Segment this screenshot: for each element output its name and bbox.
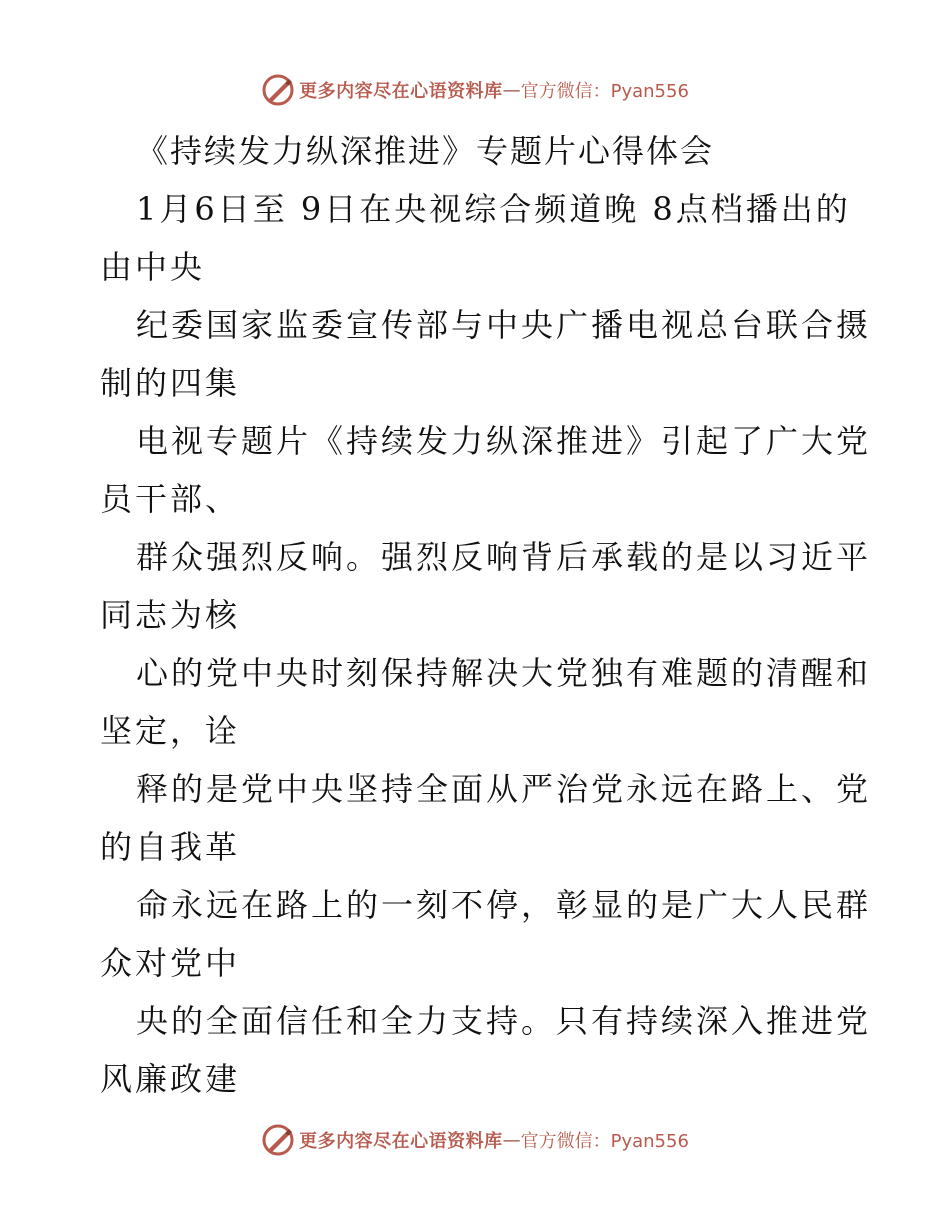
pen-logo-icon <box>261 1123 295 1157</box>
document-line: 员干部、 <box>100 480 241 518</box>
watermark-text: 更多内容尽在心语资料库 <box>299 81 503 102</box>
document-line: 命永远在路上的一刻不停，彰显的是广大人民群 <box>136 886 872 924</box>
document-line: 电视专题片《持续发力纵深推进》引起了广大党 <box>136 422 872 460</box>
document-line: 群众强烈反响。强烈反响背后承载的是以习近平 <box>136 538 872 576</box>
watermark-footer <box>0 1120 950 1160</box>
pen-logo-icon <box>261 73 295 107</box>
document-line: 心的党中央时刻保持解决大党独有难题的清醒和 <box>136 654 872 692</box>
document-line: 的自我革 <box>100 828 241 866</box>
document-line: 同志为核 <box>100 596 241 634</box>
document-line: 众对党中 <box>100 944 241 982</box>
watermark-text: 更多内容尽在心语资料库 <box>299 1131 503 1152</box>
document-line: 央的全面信任和全力支持。只有持续深入推进党 <box>136 1002 872 1040</box>
document-line: 1月6日至 9日在央视综合频道晚 8点档播出的 <box>136 190 851 228</box>
document-title: 《持续发力纵深推进》专题片心得体会 <box>136 132 715 170</box>
watermark-contact: 官方微信：Pyan556 <box>520 81 689 102</box>
watermark-contact: 官方微信：Pyan556 <box>520 1131 689 1152</box>
document-line: 释的是党中央坚持全面从严治党永远在路上、党 <box>136 770 872 808</box>
document-lines <box>100 180 872 1108</box>
document-line: 纪委国家监委宣传部与中央广播电视总台联合摄 <box>136 306 872 344</box>
document-body <box>100 122 872 1108</box>
document-line: 风廉政建 <box>100 1060 241 1098</box>
document-line: 制的四集 <box>100 364 241 402</box>
document-line: 由中央 <box>100 248 206 286</box>
watermark-header <box>0 70 950 110</box>
document-line: 坚定，诠 <box>100 712 241 750</box>
watermark-separator: — <box>502 1129 521 1151</box>
watermark-separator: — <box>502 79 521 101</box>
